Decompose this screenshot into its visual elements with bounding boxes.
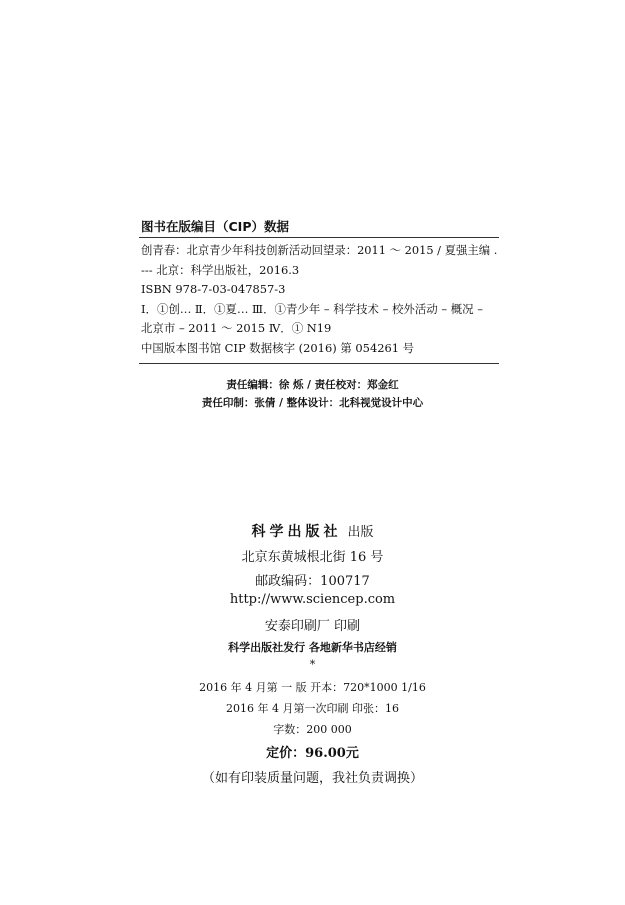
- cip-block: [139, 217, 499, 364]
- printing-line: 2016 年 4 月第一次印刷 印张：16: [226, 702, 399, 715]
- cip-title: 图书在版编目（CIP）数据: [141, 219, 289, 234]
- publisher-website: http://www.sciencep.com: [229, 592, 396, 607]
- cip-line-subject-cont: 北京市 – 2011 ～ 2015 Ⅳ．① N19: [141, 321, 332, 336]
- printer-line: 安泰印刷厂 印刷: [264, 619, 361, 634]
- publisher-postcode: 邮政编码：100717: [255, 574, 370, 589]
- cip-line-title: 创青春：北京青少年科技创新活动回望录：2011 ～ 2015 / 夏强主编 .: [141, 243, 498, 257]
- cip-line-cataloging-number: 中国版本图书馆 CIP 数据核字 (2016) 第 054261 号: [141, 340, 415, 355]
- cip-data-box: [139, 237, 499, 364]
- cip-line-publisher: --- 北京：科学出版社，2016.3: [141, 262, 300, 277]
- publisher-name: 科学出版社: [251, 524, 342, 540]
- distribution-line: 科学出版社发行 各地新华书店经销: [228, 641, 397, 654]
- edition-line: 2016 年 4 月第 一 版 开本：720*1000 1/16: [199, 681, 426, 694]
- publisher-line: [0, 521, 625, 541]
- price-line: 定价：96.00元: [266, 746, 359, 761]
- cip-line-isbn: ISBN 978-7-03-047857-3: [141, 282, 286, 297]
- publisher-address: 北京东黄城根北街 16 号: [241, 550, 384, 565]
- credits-printing-design: 责任印制：张倩 / 整体设计：北科视觉设计中心: [201, 397, 424, 409]
- publisher-suffix: 出版: [347, 525, 374, 540]
- separator-star: *: [309, 658, 316, 671]
- word-count-line: 字数：200 000: [273, 723, 352, 736]
- cip-line-subject: Ⅰ．①创… Ⅱ．①夏… Ⅲ．①青少年 – 科学技术 – 校外活动 – 概况 –: [141, 301, 483, 316]
- quality-notice: （如有印装质量问题，我社负责调换）: [201, 771, 423, 786]
- credits-editors: 责任编辑：徐 烁 / 责任校对：郑金红: [226, 379, 399, 391]
